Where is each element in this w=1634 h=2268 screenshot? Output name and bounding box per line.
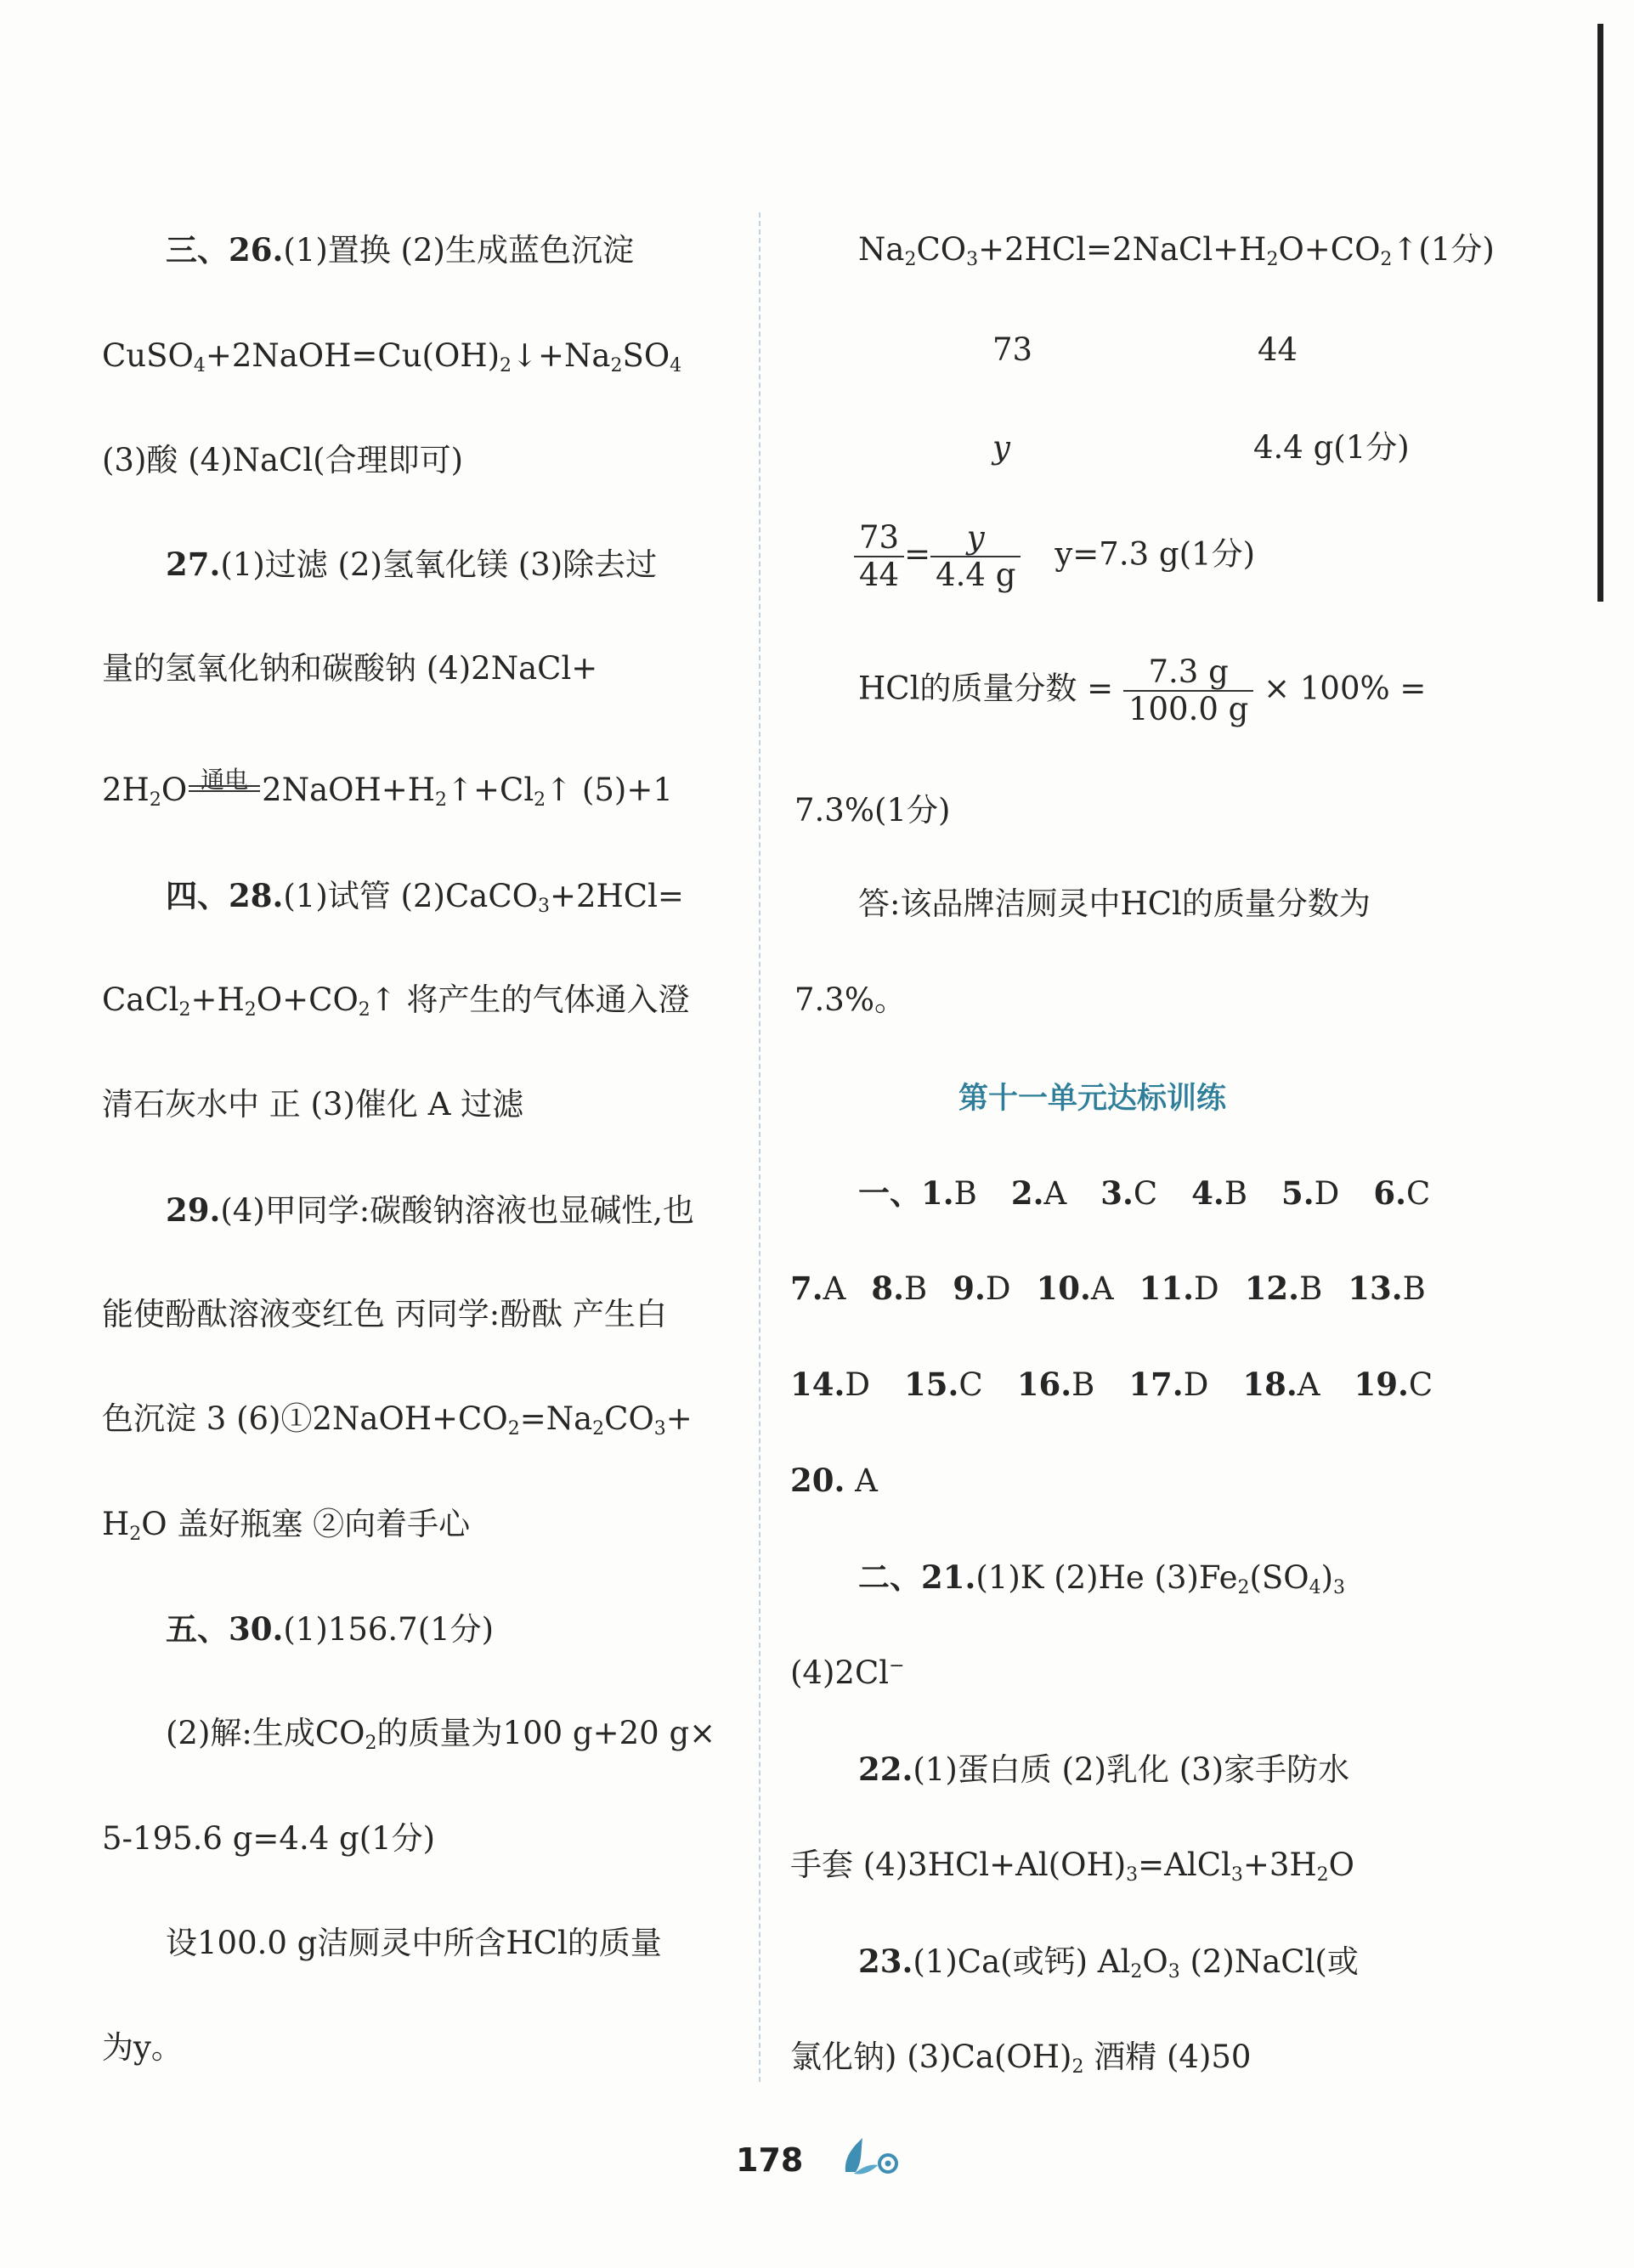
q22-line-2: 手套 $(4)3HCl+Al(OH)_3=AlCl_3+3H_2O$ <box>790 1847 1355 1886</box>
left-line-14: 五、30.(1)156.7(1分) <box>166 1610 495 1648</box>
decorative-swirl-icon <box>837 2129 905 2184</box>
left-line-2: $CuSO_4+2NaOH=Cu(OH)_2↓+Na_2SO_4$ <box>102 337 682 376</box>
left-line-3: (3)酸 (4)NaCl(合理即可) <box>102 442 464 478</box>
left-line-5: 量的氢氧化钠和碳酸钠 (4)2NaCl+ <box>102 650 598 687</box>
q22-line: 22.(1)蛋白质 (2)乳化 (3)家手防水 <box>858 1750 1350 1788</box>
answers-row-4: 20. A <box>790 1462 878 1499</box>
column-divider <box>759 212 760 2082</box>
co2-mass: 4.4 g(1分) <box>1253 429 1410 466</box>
left-line-4: 27.(1)过滤 (2)氢氧化镁 (3)除去过 <box>166 546 658 583</box>
chemical-equation: $Na_2CO_3+2HCl=2NaCl+H_2O+CO_2↑(1$分) <box>858 231 1495 270</box>
left-line-9: 清石灰水中 正 (3)催化 A 过滤 <box>102 1086 524 1123</box>
answer-value: 7.3%。 <box>794 981 906 1018</box>
left-line-18: 为y。 <box>102 2029 183 2066</box>
left-line-6: $2H_2O$ 通电 $2NaOH+H_2↑+Cl_2↑$ (5)+1 <box>102 766 673 811</box>
fraction-7.3-100: $\frac{7.3 g}{100.0 g}$ <box>1123 654 1253 727</box>
fraction-y-4.4: $\frac{y}{4.4 g}$ <box>930 520 1021 593</box>
mass-fraction-line: HCl的质量分数 = $\frac{7.3 g}{100.0 g}$ × 100% = <box>858 653 1427 727</box>
proportion-line: $\frac{73}{44}$ = $\frac{y}{4.4 g}$ y=7.3 g(1分) <box>854 520 1255 593</box>
page-number: 178 <box>736 2141 804 2179</box>
molar-mass-hcl: 73 <box>992 331 1033 368</box>
answers-row-3: 14.D 15.C 16.B 17.D 18.A 19.C <box>790 1366 1433 1403</box>
unknown-y: y <box>992 429 1010 466</box>
left-line-15: (2)解:生成$CO_2$的质量为100 g+20 g× <box>166 1715 716 1754</box>
answers-row-1: 一、1.B 2.A 3.C 4.B 5.D 6.C <box>858 1174 1431 1212</box>
left-line-7: 四、28.(1)试管 (2)CaCO$_3$+2HCl= <box>166 877 684 917</box>
left-line-11: 能使酚酞溶液变红色 丙同学:酚酞 产生白 <box>102 1296 667 1332</box>
answer-line: 答:该品牌洁厕灵中HCl的质量分数为 <box>858 885 1371 922</box>
left-line-8: $CaCl_2+H_2O+CO_2↑$ 将产生的气体通入澄 <box>102 981 690 1021</box>
reaction-condition-arrow: 通电 <box>187 794 262 800</box>
molar-mass-co2: 44 <box>1258 331 1298 368</box>
left-line-16: 5-195.6 g=4.4 g(1分) <box>102 1820 436 1857</box>
section-heading: 第十一单元达标训练 <box>958 1081 1227 1116</box>
answers-row-2: 7.A 8.B 9.D 10.A 11.D 12.B 13.B <box>790 1270 1426 1307</box>
q23-line: 23.(1)Ca(或钙) $Al_2O_3$ (2)NaCl(或 <box>858 1943 1359 1982</box>
left-line-17: 设100.0 g洁厕灵中所含HCl的质量 <box>166 1925 662 1961</box>
fraction-73-44: $\frac{73}{44}$ <box>854 520 904 593</box>
q23-line-2: 氯化钠) $(3)Ca(OH)_2$ 酒精 (4)50 <box>790 2039 1252 2078</box>
q21-line: 二、21.(1)K (2)He $(3)Fe_2(SO_4)_3$ <box>858 1558 1346 1598</box>
mass-fraction-result: 7.3%(1分) <box>794 792 951 829</box>
left-line-10: 29.(4)甲同学:碳酸钠溶液也显碱性,也 <box>166 1191 695 1229</box>
left-line-1: 三、26.(1)置换 (2)生成蓝色沉淀 <box>166 231 634 269</box>
q21-line-2: (4)2Cl− <box>790 1654 905 1691</box>
left-line-13: $H_2O$ 盖好瓶塞 ②向着手心 <box>102 1506 471 1545</box>
page-edge-bar <box>1597 24 1603 602</box>
left-line-12: 色沉淀 3 $(6)①2NaOH+CO_2=Na_2CO_3+$ <box>102 1400 693 1439</box>
